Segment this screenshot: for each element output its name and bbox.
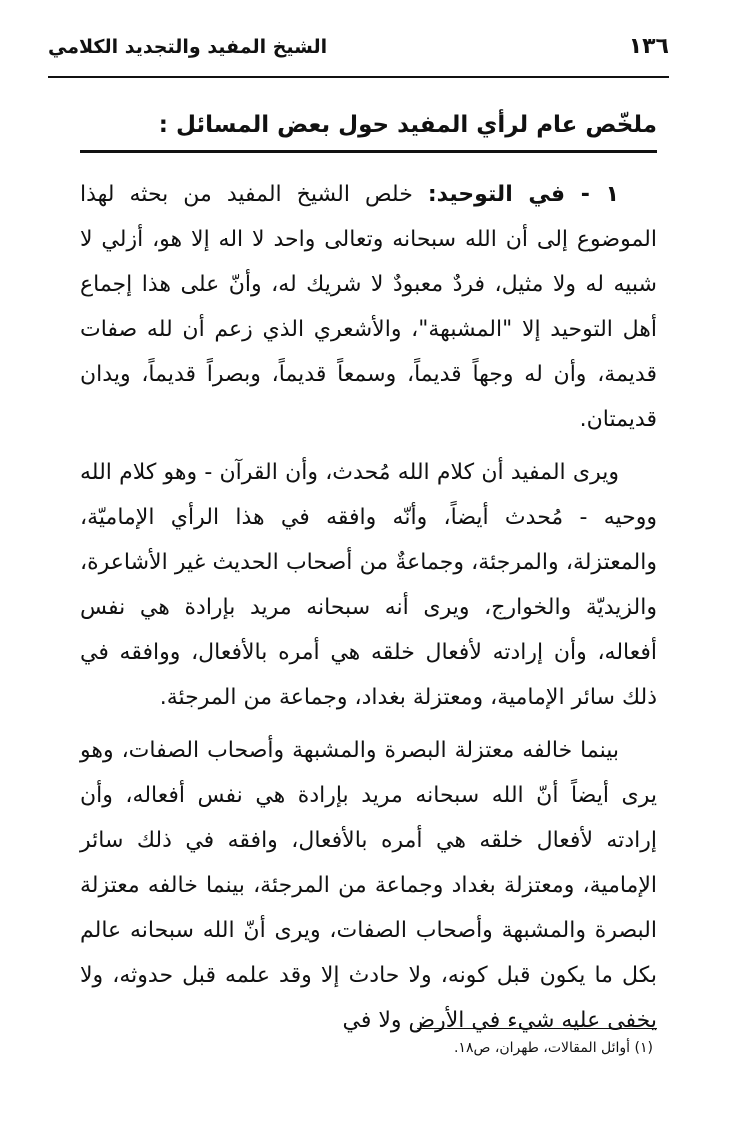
- footnote: (١) أوائل المقالات، طهران، ص١٨.: [453, 1040, 653, 1056]
- section-heading: ملخّص عام لرأي المفيد حول بعض المسائل :: [158, 112, 657, 138]
- paragraph-tawhid: [80, 172, 657, 442]
- footnote-rule: [417, 1028, 657, 1029]
- body-text: [80, 172, 657, 1051]
- heading-underline: [80, 150, 657, 153]
- running-header: [48, 28, 669, 72]
- page-number: ١٣٦: [628, 34, 669, 59]
- header-rule: [48, 76, 669, 78]
- paragraph-text: ويرى المفيد أن كلام الله مُحدث، وأن القرآن - وهو كلام الله ووحيه - مُحدث أيضاً، وأنّه وافقه في هذا الرأي الإماميّة، والمعتزلة، والمرجئة، وجماعةٌ من أصحاب الحديث غير الأشاعرة، والزيديّة والخوارج، ويرى أنه سبحانه مريد بإرادة هي نفس أفعاله، وأن إرادته لأفعال خلقه هي أمره بالأفعال، ووافقه في ذلك سائر الإمامية، ومعتزلة بغداد، وجماعة من المرجئة.: [80, 460, 657, 710]
- paragraph-text: بينما خالفه معتزلة البصرة والمشبهة وأصحاب الصفات، وهو يرى أيضاً أنّ الله سبحانه مريد بإرادة هي نفس أفعاله، وأن إرادته لأفعال خلقه هي أمره بالأفعال، وافقه في ذلك سائر الإمامية، ومعتزلة بغداد وجماعة من المرجئة، بينما خالفه معتزلة البصرة والمشبهة وأصحاب الصفات، ويرى أنّ الله سبحانه عالم بكل ما يكون قبل كونه، ولا حادث إلا وقد علمه قبل حدوثه، ولا يخفى عليه شيء في الأرض ولا في: [80, 738, 657, 1033]
- book-title: الشيخ المفيد والتجديد الكلامي: [48, 36, 328, 58]
- paragraph-irada: [80, 728, 657, 1043]
- paragraph-lead: ١ - في التوحيد:: [427, 182, 619, 207]
- paragraph-kalam: [80, 450, 657, 720]
- paragraph-text: خلص الشيخ المفيد من بحثه لهذا الموضوع إلى أن الله سبحانه وتعالى واحد لا اله إلا هو، أزلي لا شبيه له ولا مثيل، فردٌ معبودٌ لا شريك له، وأنّ على هذا إجماع أهل التوحيد إلا "المشبهة"، والأشعري الذي زعم أن لله صفات قديمة، وأن له وجهاً قديماً، وسمعاً قديماً، وبصراً قديماً، ويدان قديمتان.: [80, 182, 657, 432]
